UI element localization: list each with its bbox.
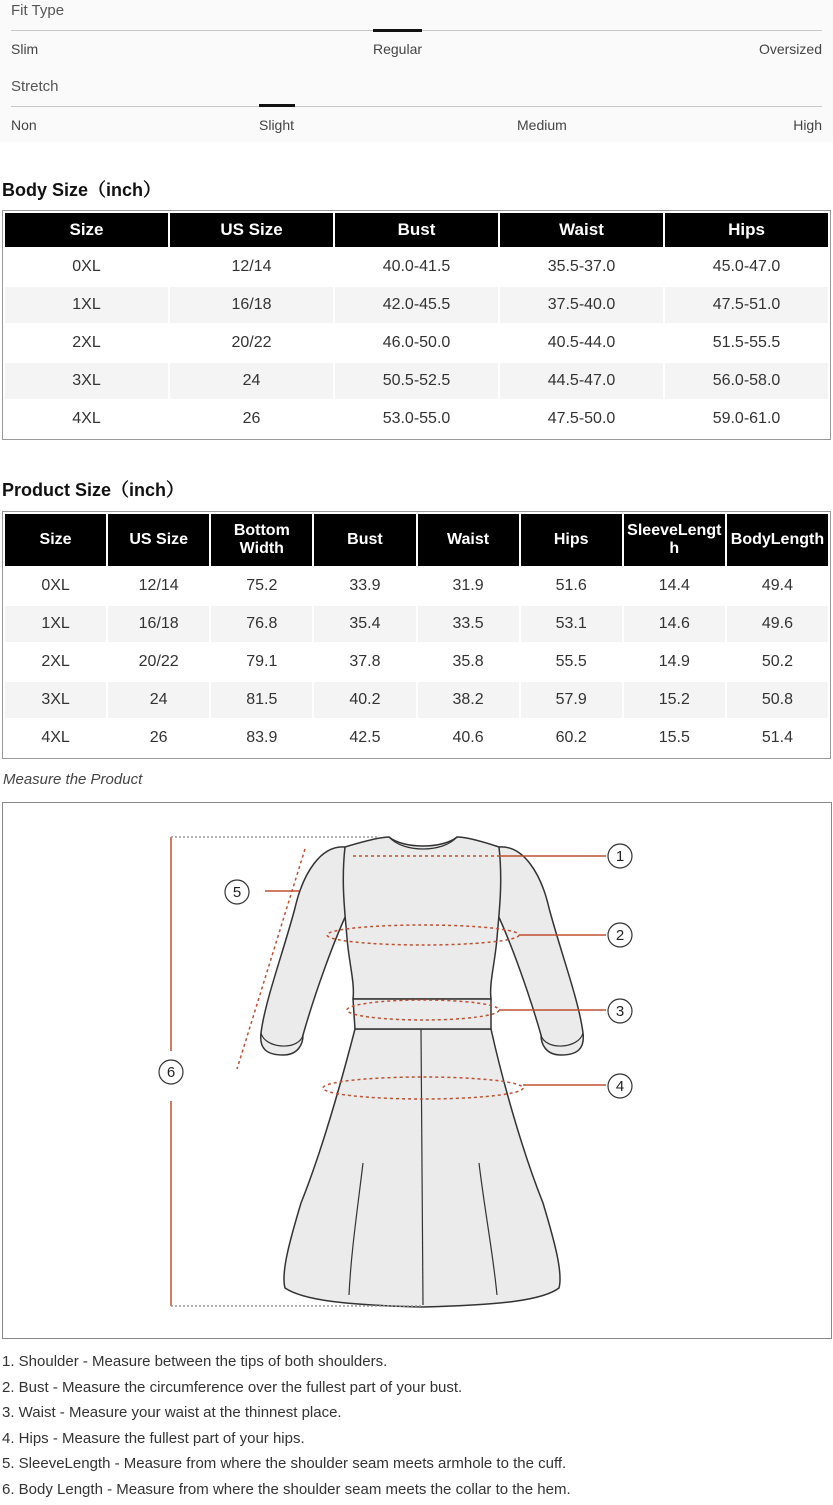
marker-2-label: 2 [616,927,624,944]
cell-hips: 47.5-51.0 [665,287,828,323]
cell-us-size: 24 [108,682,209,718]
left-sleeve [261,847,347,1055]
cell-waist: 38.2 [418,682,519,718]
cell-bottom-width: 79.1 [211,644,312,680]
table-row [5,606,828,642]
cell-us-size: 20/22 [108,644,209,680]
bodice [343,837,500,999]
cell-size: 0XL [5,568,106,604]
cell-us-size: 26 [108,720,209,756]
cell-bust: 37.8 [314,644,415,680]
table-row [5,568,828,604]
cell-size: 3XL [5,682,106,718]
header-bottom-width: Bottom Width [211,514,312,566]
product-size-header-row [5,514,828,566]
cell-bust: 46.0-50.0 [335,325,498,361]
measurement-instructions [2,1352,571,1505]
cell-size: 2XL [5,325,168,361]
product-size-table [2,511,831,759]
header-waist: Waist [500,213,663,247]
fit-option-regular: Regular [373,41,422,57]
fit-type-label: Fit Type [11,2,64,19]
cell-sleeve-length: 15.2 [624,682,725,718]
stretch-marker [259,104,295,107]
table-row [5,644,828,680]
cell-waist: 33.5 [418,606,519,642]
stretch-label: Stretch [11,78,59,95]
table-row [5,325,828,361]
cell-hips: 51.6 [521,568,622,604]
instruction-hips: 4. Hips - Measure the fullest part of your hips. [2,1429,571,1455]
right-sleeve [497,847,583,1055]
cell-hips: 59.0-61.0 [665,401,828,437]
cell-us-size: 16/18 [170,287,333,323]
cell-sleeve-length: 14.6 [624,606,725,642]
cell-bottom-width: 83.9 [211,720,312,756]
stretch-option-medium: Medium [517,117,567,133]
cell-hips: 45.0-47.0 [665,249,828,285]
cell-us-size: 26 [170,401,333,437]
cell-waist: 31.9 [418,568,519,604]
marker-3-label: 3 [616,1003,624,1020]
cell-size: 2XL [5,644,106,680]
cell-body-length: 49.4 [727,568,828,604]
cell-us-size: 24 [170,363,333,399]
header-hips: Hips [521,514,622,566]
cell-bust: 40.2 [314,682,415,718]
instruction-waist: 3. Waist - Measure your waist at the thinnest place. [2,1403,571,1429]
cell-body-length: 50.8 [727,682,828,718]
cell-body-length: 50.2 [727,644,828,680]
fit-type-marker [373,29,422,32]
stretch-option-high: High [793,117,822,133]
body-size-table [2,210,831,440]
header-us-size: US Size [108,514,209,566]
cell-bottom-width: 81.5 [211,682,312,718]
header-us-size: US Size [170,213,333,247]
cell-bust: 53.0-55.0 [335,401,498,437]
cell-hips: 53.1 [521,606,622,642]
stretch-option-slight: Slight [259,117,294,133]
cell-waist: 37.5-40.0 [500,287,663,323]
cell-bust: 50.5-52.5 [335,363,498,399]
body-size-title: Body Size（inch） [2,176,161,202]
header-body-length: BodyLength [727,514,828,566]
cell-hips: 57.9 [521,682,622,718]
cell-hips: 55.5 [521,644,622,680]
fit-option-slim: Slim [11,41,38,57]
cell-size: 4XL [5,720,106,756]
cell-body-length: 49.6 [727,606,828,642]
table-row [5,720,828,756]
cell-bust: 42.5 [314,720,415,756]
table-row [5,249,828,285]
marker-1-label: 1 [616,848,624,865]
cell-hips: 60.2 [521,720,622,756]
cell-bottom-width: 76.8 [211,606,312,642]
table-row [5,287,828,323]
cell-waist: 44.5-47.0 [500,363,663,399]
cell-bust: 42.0-45.5 [335,287,498,323]
cell-sleeve-length: 14.4 [624,568,725,604]
cell-waist: 40.6 [418,720,519,756]
body-size-header-row [5,213,828,247]
cell-us-size: 20/22 [170,325,333,361]
cell-size: 1XL [5,606,106,642]
table-row [5,363,828,399]
cell-bust: 35.4 [314,606,415,642]
cell-size: 4XL [5,401,168,437]
marker-6-label: 6 [167,1064,175,1081]
header-size: Size [5,514,106,566]
header-waist: Waist [418,514,519,566]
stretch-option-non: Non [11,117,37,133]
cell-hips: 56.0-58.0 [665,363,828,399]
cell-sleeve-length: 14.9 [624,644,725,680]
stretch-scale [11,106,822,107]
marker-4-label: 4 [616,1078,624,1095]
instruction-shoulder: 1. Shoulder - Measure between the tips of both shoulders. [2,1352,571,1378]
fit-option-oversized: Oversized [759,41,822,57]
cell-us-size: 12/14 [170,249,333,285]
product-size-title: Product Size（inch） [2,476,184,502]
cell-waist: 47.5-50.0 [500,401,663,437]
cell-us-size: 12/14 [108,568,209,604]
measurement-diagram [2,802,832,1339]
cell-bust: 40.0-41.5 [335,249,498,285]
cell-us-size: 16/18 [108,606,209,642]
diagram-caption: Measure the Product [3,771,142,788]
cell-sleeve-length: 15.5 [624,720,725,756]
instruction-body-length: 6. Body Length - Measure from where the shoulder seam meets the collar to the hem. [2,1480,571,1505]
dress-illustration [3,803,831,1338]
header-size: Size [5,213,168,247]
cell-size: 1XL [5,287,168,323]
cell-waist: 35.5-37.0 [500,249,663,285]
header-bust: Bust [335,213,498,247]
cell-bottom-width: 75.2 [211,568,312,604]
table-row [5,401,828,437]
cell-bust: 33.9 [314,568,415,604]
marker-5-label: 5 [233,884,241,901]
cell-hips: 51.5-55.5 [665,325,828,361]
cell-waist: 35.8 [418,644,519,680]
waistband [353,999,491,1029]
instruction-bust: 2. Bust - Measure the circumference over the fullest part of your bust. [2,1378,571,1404]
cell-size: 3XL [5,363,168,399]
table-row [5,682,828,718]
header-sleeve-length: SleeveLength [624,514,725,566]
cell-waist: 40.5-44.0 [500,325,663,361]
cell-size: 0XL [5,249,168,285]
instruction-sleeve-length: 5. SleeveLength - Measure from where the shoulder seam meets armhole to the cuff. [2,1454,571,1480]
cell-body-length: 51.4 [727,720,828,756]
header-hips: Hips [665,213,828,247]
fit-panel [0,0,833,142]
header-bust: Bust [314,514,415,566]
